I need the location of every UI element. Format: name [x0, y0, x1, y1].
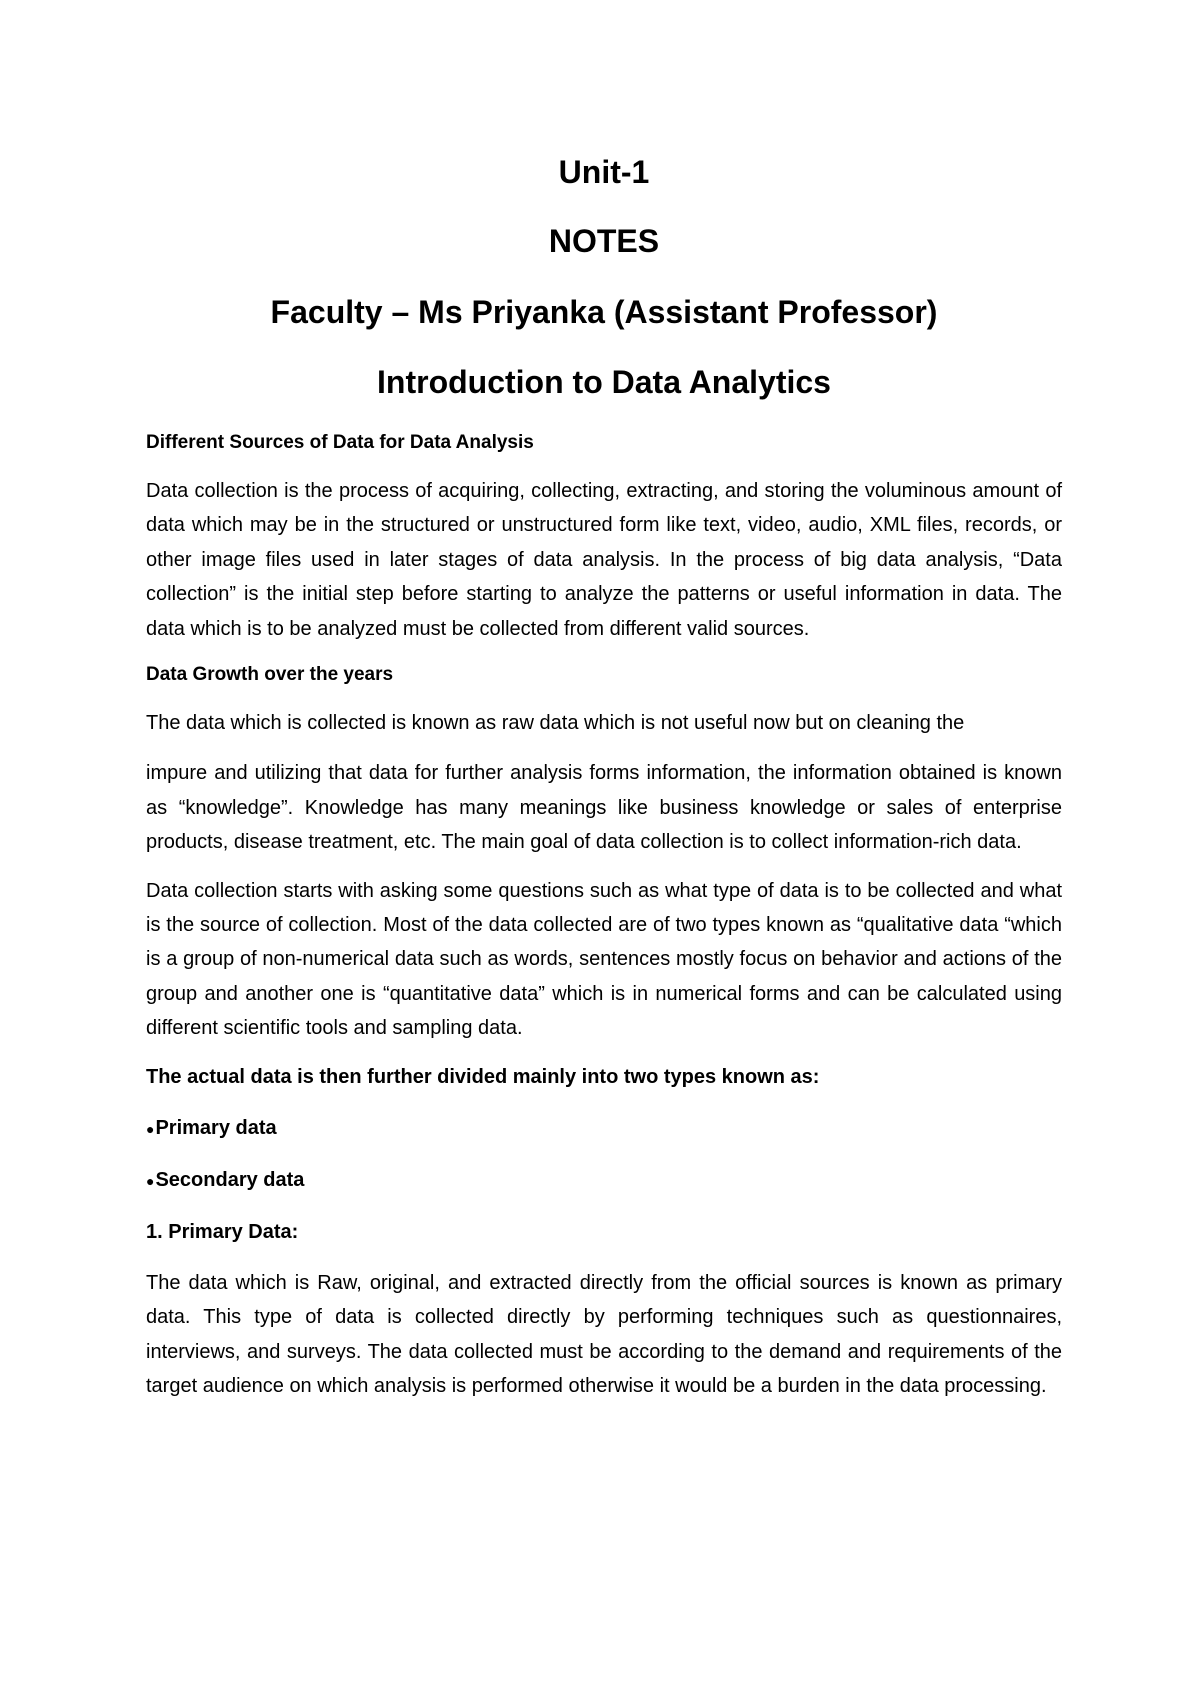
notes-title: NOTES: [548, 223, 660, 259]
faculty-title: Faculty – Ms Priyanka (Assistant Professor): [270, 294, 938, 330]
bullet-secondary-data: [146, 1163, 1062, 1198]
data-types-intro: The actual data is then further divided mainly into two types known as:: [146, 1065, 820, 1088]
document-content: [146, 150, 1062, 1417]
raw-data-line: The data which is collected is known as raw data which is not useful now but on cleaning the: [146, 712, 965, 735]
data-growth-heading: Data Growth over the years: [146, 664, 394, 686]
qualitative-quantitative-paragraph: Data collection starts with asking some questions such as what type of data is to be collected and what is the source of collection. Most of the data collected are of two types known as “qualitative data “which is a group of non-numerical data such as words, sentences mostly focus on behavior and actions of the group and another one is “quantitative data” which is in numerical forms and can be calculated using different scientific tools and sampling data.: [146, 879, 1062, 1040]
unit-title: Unit-1: [558, 154, 650, 190]
primary-data-heading: 1. Primary Data:: [146, 1220, 299, 1243]
bullet-secondary-label: Secondary data: [155, 1168, 305, 1191]
primary-data-paragraph: The data which is Raw, original, and extracted directly from the official sources is known as primary data. This type of data is collected directly by performing techniques such as questionnaires, interviews, and surveys. The data collected must be according to the demand and requirements of the target audience on which analysis is performed otherwise it would be a burden in the data processing.: [146, 1271, 1062, 1397]
bullet-icon: ●: [146, 1172, 155, 1189]
bullet-primary-data: [146, 1111, 1062, 1146]
sources-heading: Different Sources of Data for Data Analysis: [146, 432, 534, 453]
knowledge-paragraph: impure and utilizing that data for further analysis forms information, the information obtained is known as “knowledge”. Knowledge has many meanings like business knowledge or sales of enterprise products, disease treatment, etc. The main goal of data collection is to collect information-rich data.: [146, 762, 1062, 854]
bullet-primary-label: Primary data: [155, 1116, 277, 1139]
data-collection-paragraph: Data collection is the process of acquiring, collecting, extracting, and storing the voluminous amount of data which may be in the structured or unstructured form like text, video, audio, XML files, records, or other image files used in later stages of data analysis. In the process of big data analysis, “Data collection” is the initial step before starting to analyze the patterns or useful information in data. The data which is to be analyzed must be collected from different valid sources.: [146, 480, 1062, 640]
bullet-icon: ●: [146, 1120, 155, 1137]
course-title: Introduction to Data Analytics: [377, 364, 831, 400]
